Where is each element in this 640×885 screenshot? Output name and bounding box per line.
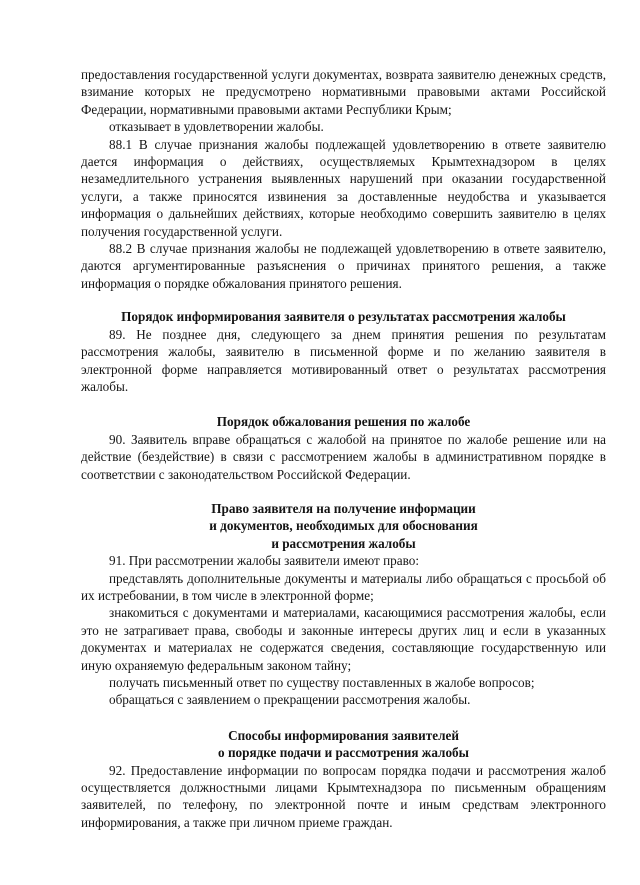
paragraph-termination-request: обращаться с заявлением о прекращении рассмотрения жалобы. <box>109 692 471 708</box>
paragraph-review-materials: знакомиться с документами и материалами, касающимися рассмотрения жалобы, если это не затрагивает права, свободы и законные интересы других лиц и если в указанных документах и материалах не содержатся сведения, составляющие государственную или иную охраняемую федеральным законом тайну; <box>81 605 606 673</box>
heading-informing-methods-line2: о порядке подачи и рассмотрения жалобы <box>218 745 469 761</box>
paragraph-90: 90. Заявитель вправе обращаться с жалобой на принятое по жалобе решение или на действие (бездействие) в связи с рассмотрением жалобы в административном порядке в соответствии с законодательством Российской Федерации. <box>81 431 606 482</box>
spacer <box>81 292 606 308</box>
spacer <box>81 483 606 500</box>
heading-right-to-information-line2: и документов, необходимых для обоснования <box>209 518 478 534</box>
heading-appeal-procedure: Порядок обжалования решения по жалобе <box>216 414 471 430</box>
heading-informing-results: Порядок информирования заявителя о результатах рассмотрения жалобы <box>121 309 566 325</box>
heading-right-to-information-line1: Право заявителя на получение информации <box>211 500 476 516</box>
paragraph-continuation: предоставления государственной услуги документах, возврата заявителю денежных средств, взимание которых не предусмотрено нормативными правовыми актами Российской Федерации, нормативными правовыми актами Республики Крым; <box>81 67 606 117</box>
paragraph-88-2: 88.2 В случае признания жалобы не подлежащей удовлетворению в ответе заявителю, даются аргументированные разъяснения о причинах принятого решения, а также информация о порядке обжалования принятого решения. <box>81 241 606 291</box>
paragraph-92: 92. Предоставление информации по вопросам порядка подачи и рассмотрения жалоб осуществляется должностными лицами Крымтехнадзора по письменным обращениям заявителей, по телефону, по электронной почте и иным средствам электронного информирования, а также при личном приеме граждан. <box>81 762 606 830</box>
spacer <box>81 709 606 727</box>
paragraph-submit-documents: представлять дополнительные документы и материалы либо обращаться с просьбой об их истребовании, в том числе в электронной форме; <box>81 570 606 603</box>
paragraph-refusal: отказывает в удовлетворении жалобы. <box>109 119 324 135</box>
paragraph-written-answer: получать письменный ответ по существу поставленных в жалобе вопросов; <box>109 675 535 690</box>
paragraph-91: 91. При рассмотрении жалобы заявители имеют право: <box>109 553 419 569</box>
spacer <box>81 395 606 413</box>
heading-right-to-information-line3: и рассмотрения жалобы <box>271 535 416 551</box>
document-page <box>81 66 606 831</box>
heading-informing-methods-line1: Способы информирования заявителей <box>228 727 459 743</box>
paragraph-89: 89. Не позднее дня, следующего за днем принятия решения по результатам рассмотрения жалобы, заявителю в письменной форме и по желанию заявителя в электронной форме направляется мотивированный ответ о результатах рассмотрения жалобы. <box>81 326 606 394</box>
paragraph-88-1: 88.1 В случае признания жалобы подлежащей удовлетворению в ответе заявителю дается информация о действиях, осуществляемых Крымтехнадзором в целях незамедлительного устранения выявленных нарушений при оказании государственной услуги, а также приносятся извинения за доставленные неудобства и указывается информация о дальнейших действиях, которые необходимо совершить заявителю в целях получения государственной услуги. <box>81 136 606 239</box>
